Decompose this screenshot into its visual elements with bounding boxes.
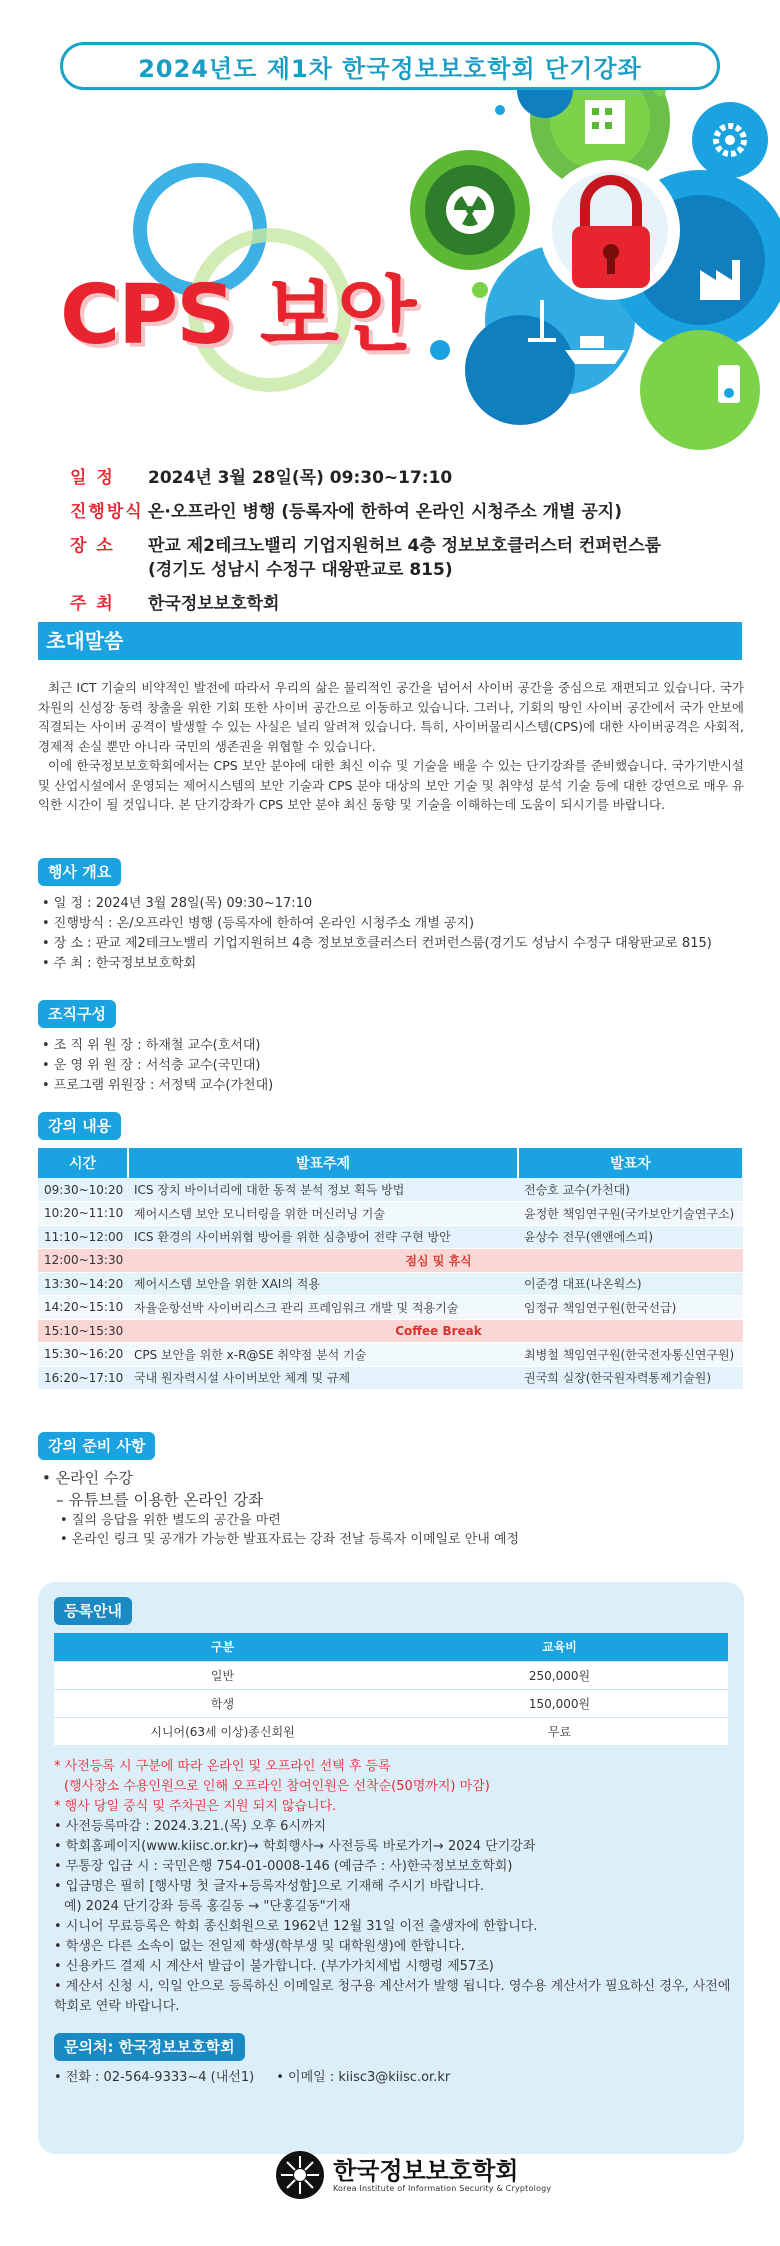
note: 예) 2024 단기강좌 등록 홍길동 → "단홍길동"기재 [64, 1899, 351, 1914]
info-value: 한국정보보호학회 [148, 594, 280, 614]
lectures-heading: 강의 내용 [38, 1112, 121, 1140]
info-row-date [70, 466, 730, 490]
invitation-paragraph-1: 최근 ICT 기술의 비약적인 발전에 따라서 우리의 삶은 물리적인 공간을 넘어서 사이버 공간을 중심으로 재편되고 있습니다. 국가 차원의 신성장 동력 창출을 위한 기회 또한 사이버 공간으로 이동하고 있습니다. 그러나, 기회의 땅인 사이버 공간에서 국가 안보에 직결되는 사이버 공격이 발생할 수 있는 사실은 널리 알려져 있습니다. 특히, 사이버물리시스템(CPS)에 대한 사이버공격은 사회적, 경제적 손실 뿐만 아니라 국민의 생존권을 위협할 수 있습니다. [38, 680, 744, 754]
note: • 신용카드 결제 시 계산서 발급이 불가합니다. (부가가치세법 시행령 제57조) [54, 1959, 494, 1974]
cell-speaker: 권국희 실장(한국원자력통제기술원) [518, 1366, 743, 1390]
building-icon [585, 100, 625, 144]
info-label: 일 정 [70, 468, 115, 488]
course-banner-title: 2024년도 제1차 한국정보보호학회 단기강좌 [60, 42, 720, 90]
invitation-paragraph-2: 이에 한국정보보호학회에서는 CPS 보안 분야에 대한 최신 이슈 및 기술을 배울 수 있는 단기강좌를 준비했습니다. 국가기반시설 및 산업시설에서 운영되는 제어시스템의 보안 기술과 CPS 분야 대상의 보안 기술 및 취약성 분석 기술 등에 대한 강연으로 매우 유익한 시간이 될 것입니다. 본 단기강좌가 CPS 보안 분야 최신 동향 및 기술을 이해하는데 도움이 되시기를 바랍니다. [38, 758, 744, 812]
list-item: • 장 소 : 판교 제2테크노밸리 기업지원허브 4층 정보보호클러스터 컨퍼런스룸(경기도 성남시 수정구 대왕판교로 815) [42, 936, 712, 951]
invitation-heading: 초대말씀 [38, 622, 742, 660]
table-header-row [38, 1148, 743, 1178]
cell-speaker: 최병철 책임연구원(한국전자통신연구원) [518, 1343, 743, 1367]
footer-logo [275, 2145, 551, 2205]
info-label: 진행방식 [70, 502, 144, 522]
cell-topic: 제어시스템 보안 모니터링을 위한 머신러닝 기술 [128, 1202, 518, 1226]
column-header: 발표자 [518, 1148, 743, 1178]
cell-speaker: 이준경 대표(나온웍스) [518, 1272, 743, 1296]
info-row-venue [70, 534, 730, 582]
cell-topic: 제어시스템 보안을 위한 XAI의 적용 [128, 1272, 518, 1296]
column-header: 시간 [38, 1148, 128, 1178]
column-header: 교육비 [391, 1633, 728, 1661]
table-row [38, 1296, 743, 1320]
red-note: (행사장소 수용인원으로 인해 오프라인 참여인원은 선착순(50명까지) 마감) [64, 1779, 490, 1794]
contact-heading: 문의처: 한국정보보호학회 [54, 2033, 245, 2061]
cell-speaker: 윤정한 책임연구원(국가보안기술연구소) [518, 1202, 743, 1226]
kiisc-logo-icon [275, 2150, 325, 2200]
cell-type: 시니어(63세 이상)종신회원 [54, 1717, 391, 1745]
cell-break: Coffee Break [128, 1319, 743, 1343]
preparation-list [42, 1467, 519, 1549]
note: • 사전등록마감 : 2024.3.21.(목) 오후 6시까지 [54, 1819, 327, 1834]
table-row [54, 1689, 728, 1717]
prep-detail: • 질의 응답을 위한 별도의 공간을 마련 [60, 1513, 281, 1528]
note: • 계산서 신청 시, 익일 안으로 등록하신 이메일로 청구용 계산서가 발행 됩니다. 영수용 계산서가 필요하신 경우, 사전에 학회로 연락 바랍니다. [54, 1979, 731, 2014]
info-value: 온·오프라인 병행 (등록자에 한하여 온라인 시청주소 개별 공지) [148, 502, 622, 522]
list-item: • 프로그램 위원장 : 서정택 교수(가천대) [42, 1078, 274, 1093]
cell-break: 점심 및 휴식 [128, 1249, 743, 1273]
organization-list [42, 1036, 273, 1096]
red-note: * 행사 당일 중식 및 주차권은 지원 되지 않습니다. [54, 1799, 337, 1814]
note: • 학생은 다른 소속이 없는 전일제 학생(학부생 및 대학원생)에 한합니다. [54, 1939, 465, 1954]
footer-org-name: 한국정보보호학회 [333, 2156, 519, 2185]
footer-org-name-en: Korea Institute of Information Security & Cryptology [333, 2183, 552, 2193]
cell-fee: 250,000원 [391, 1661, 728, 1689]
cell-speaker: 임정규 책임연구원(한국선급) [518, 1296, 743, 1320]
cell-fee: 150,000원 [391, 1689, 728, 1717]
cell-speaker: 윤상수 전무(앤앤에스피) [518, 1225, 743, 1249]
table-row [38, 1272, 743, 1296]
cell-speaker: 전승호 교수(가천대) [518, 1178, 743, 1202]
cell-time: 15:30~16:20 [38, 1343, 128, 1367]
radiation-icon [452, 192, 488, 228]
prep-detail: • 온라인 링크 및 공개가 가능한 발표자료는 강좌 전날 등록자 이메일로 안내 예정 [60, 1532, 520, 1547]
cell-time: 11:10~12:00 [38, 1225, 128, 1249]
table-row-break [38, 1319, 743, 1343]
table-row [38, 1366, 743, 1390]
cell-topic: CPS 보안을 위한 x-R@SE 취약점 분석 기술 [128, 1343, 518, 1367]
cell-time: 15:10~15:30 [38, 1319, 128, 1343]
list-item: • 운 영 위 원 장 : 서석충 교수(국민대) [42, 1058, 261, 1073]
note: • 학회홈페이지(www.kiisc.or.kr)→ 학회행사→ 사전등록 바로가기→ 2024 단기강좌 [54, 1839, 536, 1854]
registration-notes [54, 1757, 734, 2017]
table-row-break [38, 1249, 743, 1273]
cell-time: 09:30~10:20 [38, 1178, 128, 1202]
table-row [54, 1717, 728, 1745]
list-item: • 주 최 : 한국정보보호학회 [42, 956, 197, 971]
cell-type: 일반 [54, 1661, 391, 1689]
overview-heading: 행사 개요 [38, 858, 121, 886]
table-row [54, 1661, 728, 1689]
info-label: 주 최 [70, 594, 115, 614]
cell-topic: ICS 환경의 사이버위협 방어를 위한 심층방어 전략 구현 방안 [128, 1225, 518, 1249]
cell-fee: 무료 [391, 1717, 728, 1745]
list-item: • 조 직 위 원 장 : 하재철 교수(호서대) [42, 1038, 261, 1053]
fee-table [54, 1633, 728, 1745]
note: • 무통장 입금 시 : 국민은행 754-01-0008-146 (예금주 : 사)한국정보보호학회) [54, 1859, 513, 1874]
list-item: • 진행방식 : 온/오프라인 병행 (등록자에 한하여 온라인 시청주소 개별 공지) [42, 916, 475, 931]
cell-topic: 국내 원자력시설 사이버보안 체계 및 규제 [128, 1366, 518, 1390]
table-row [38, 1178, 743, 1202]
table-row [38, 1202, 743, 1226]
footer-text [333, 2158, 551, 2193]
info-label: 장 소 [70, 536, 115, 556]
cell-time: 13:30~14:20 [38, 1272, 128, 1296]
info-value-address: (경기도 성남시 수정구 대왕판교로 815) [148, 560, 453, 580]
preparation-heading: 강의 준비 사항 [38, 1432, 155, 1460]
cell-time: 16:20~17:10 [38, 1366, 128, 1390]
info-value: 2024년 3월 28일(목) 09:30~17:10 [148, 468, 453, 488]
column-header: 구분 [54, 1633, 391, 1661]
event-info [70, 466, 730, 626]
info-row-host [70, 592, 730, 616]
cell-time: 12:00~13:30 [38, 1249, 128, 1273]
overview-list [42, 894, 712, 974]
hero-title: CPS 보안 [60, 268, 415, 363]
note: • 시니어 무료등록은 학회 종신회원으로 1962년 12월 31일 이전 출생자에 한합니다. [54, 1919, 538, 1934]
cell-topic: 자율운항선박 사이버리스크 관리 프레임워크 개발 및 적용기술 [128, 1296, 518, 1320]
prep-subitem: – 유튜브를 이용한 온라인 강좌 [56, 1491, 264, 1509]
cell-time: 10:20~11:10 [38, 1202, 128, 1226]
info-value-group [148, 534, 661, 582]
lecture-schedule-table [38, 1148, 744, 1390]
list-item: • 일 정 : 2024년 3월 28일(목) 09:30~17:10 [42, 896, 313, 911]
cell-topic: ICS 장치 바이너리에 대한 동적 분석 정보 획득 방법 [128, 1178, 518, 1202]
organization-heading: 조직구성 [38, 1000, 116, 1028]
contact-info [54, 2066, 450, 2085]
table-row [38, 1343, 743, 1367]
note: • 입금명은 필히 [행사명 첫 글자+등록자성함]으로 기재해 주시기 바랍니다. [54, 1879, 485, 1894]
cell-type: 학생 [54, 1689, 391, 1717]
info-row-method [70, 500, 730, 524]
registration-heading: 등록안내 [54, 1597, 132, 1625]
red-note: * 사전등록 시 구분에 따라 온라인 및 오프라인 선택 후 등록 [54, 1759, 391, 1774]
table-header-row [54, 1633, 728, 1661]
prep-item: • 온라인 수강 [42, 1469, 133, 1487]
info-value: 판교 제2테크노밸리 기업지원허브 4층 정보보호클러스터 컨퍼런스룸 [148, 536, 662, 556]
contact-email[interactable]: • 이메일 : kiisc3@kiisc.or.kr [276, 2070, 451, 2085]
table-row [38, 1225, 743, 1249]
meter-icon [718, 365, 740, 403]
column-header: 발표주제 [128, 1148, 518, 1178]
cell-time: 14:20~15:10 [38, 1296, 128, 1320]
contact-phone: • 전화 : 02-564-9333~4 (내선1) [54, 2070, 255, 2085]
